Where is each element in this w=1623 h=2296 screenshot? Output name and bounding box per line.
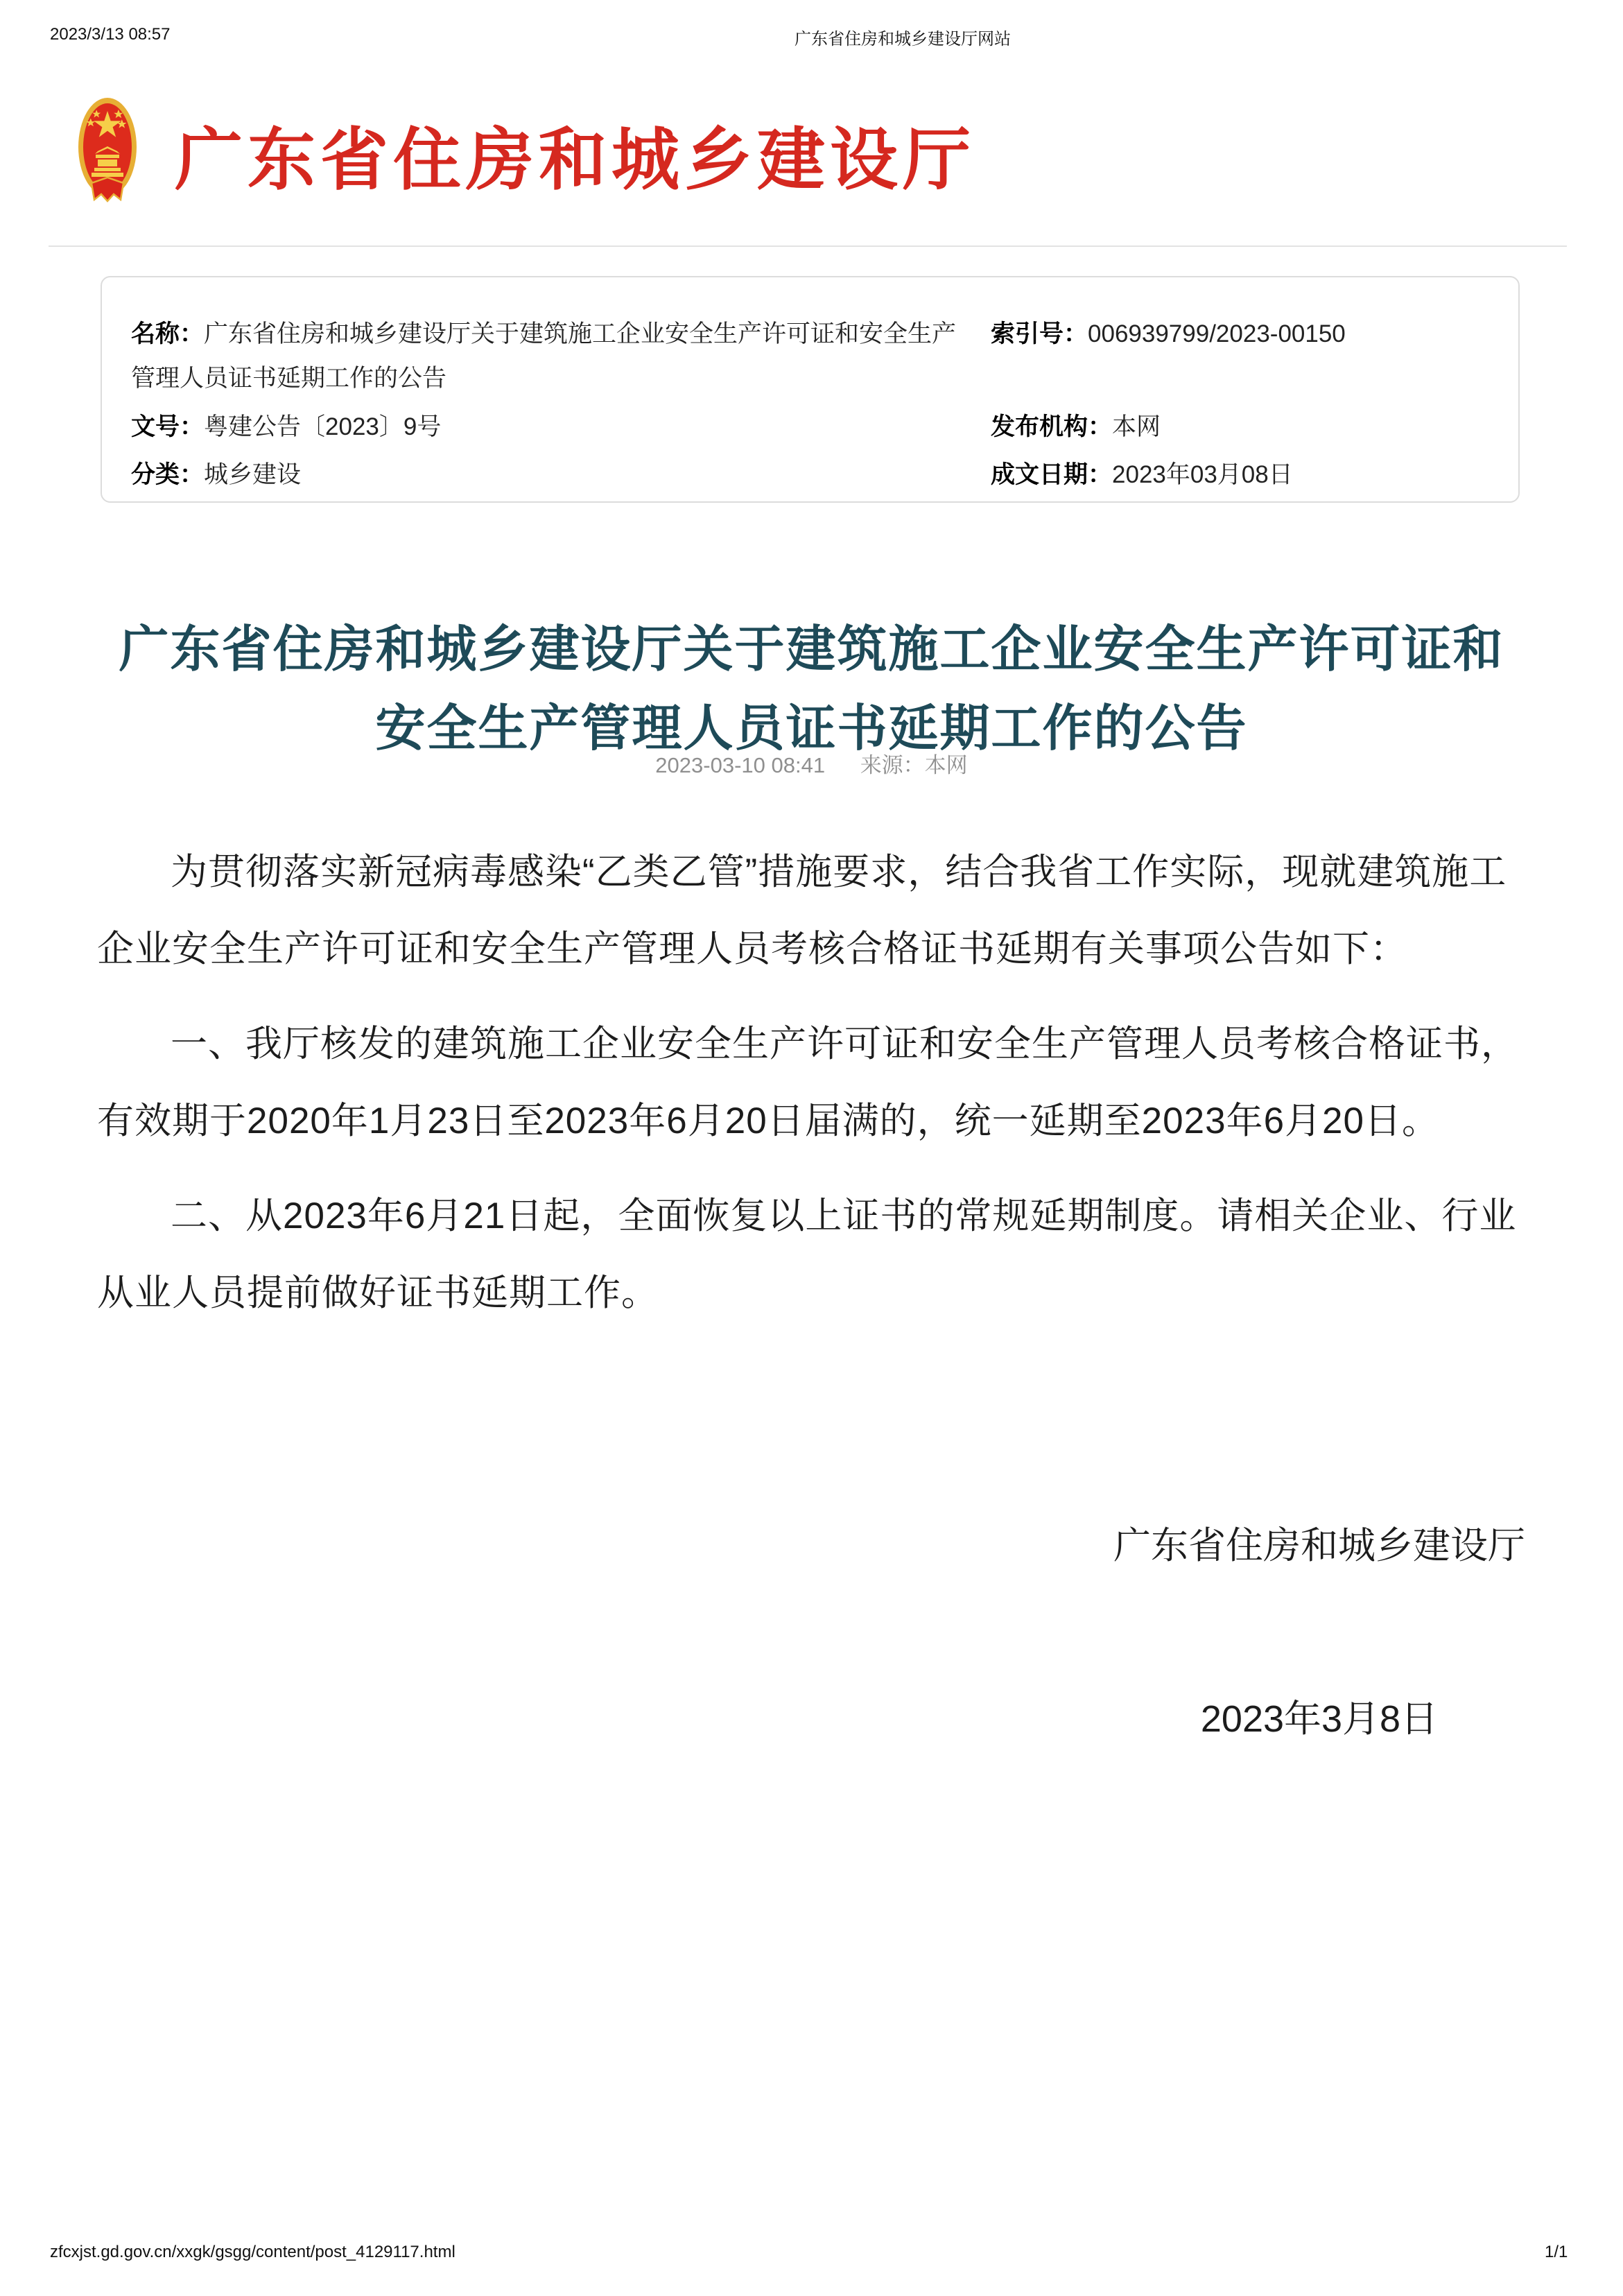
signature-block xyxy=(1113,1516,1525,1743)
signature-date: 2023年3月8日 xyxy=(1200,1698,1439,1740)
info-label-category: 分类： xyxy=(131,461,205,489)
page-number: 1/1 xyxy=(1545,2243,1568,2261)
info-field-publisher xyxy=(991,405,1488,449)
print-page-title: 广东省住房和城乡建设厅网站 xyxy=(795,30,1011,49)
source-label: 来源：本网 xyxy=(860,753,968,777)
info-label-doc-number: 文号： xyxy=(131,413,205,440)
publish-line xyxy=(0,748,1623,779)
paragraph-3: 二、从2023年6月21日起，全面恢复以上证书的常规延期制度。请相关企业、行业从业人员提前做好证书延期工作。 xyxy=(97,1196,1517,1313)
info-field-doc-number xyxy=(131,405,970,449)
paragraph-2: 一、我厅核发的建筑施工企业安全生产许可证和安全生产管理人员考核合格证书，有效期于2020年1月23日至2023年6月20日届满的，统一延期至2023年6月20日。 xyxy=(97,1024,1518,1141)
info-field-category xyxy=(131,453,970,497)
info-field-index-number xyxy=(991,312,1488,356)
print-timestamp: 2023/3/13 08:57 xyxy=(50,25,171,44)
info-value-name: 广东省住房和城乡建设厅关于建筑施工企业安全生产许可证和安全生产管理人员证书延期工作的公告 xyxy=(131,320,957,392)
article-body xyxy=(97,834,1527,1349)
info-value-index-number: 006939799/2023-00150 xyxy=(1088,320,1346,347)
info-label-index-number: 索引号： xyxy=(991,320,1088,347)
info-value-category: 城乡建设 xyxy=(204,461,302,489)
info-label-name: 名称： xyxy=(131,320,205,347)
article-title: 广东省住房和城乡建设厅关于建筑施工企业安全生产许可证和安全生产管理人员证书延期工作的公告 xyxy=(119,622,1504,757)
header-divider xyxy=(49,245,1567,247)
info-label-written-date: 成文日期： xyxy=(991,461,1113,489)
info-label-publisher: 发布机构： xyxy=(991,413,1113,440)
signature-name: 广东省住房和城乡建设厅 xyxy=(1113,1525,1525,1566)
agency-title: 广东省住房和城乡建设厅 xyxy=(175,121,976,198)
footer-url: zfcxjst.gd.gov.cn/xxgk/gsgg/content/post_4129117.html xyxy=(50,2243,455,2261)
info-value-written-date: 2023年03月08日 xyxy=(1112,461,1293,489)
publish-datetime: 2023-03-10 08:41 xyxy=(655,753,826,777)
info-field-written-date xyxy=(991,453,1488,497)
national-emblem-icon xyxy=(78,96,137,204)
document-info-box xyxy=(101,276,1520,503)
info-value-doc-number: 粤建公告〔2023〕9号 xyxy=(204,413,442,440)
info-value-publisher: 本网 xyxy=(1112,413,1161,440)
info-field-name xyxy=(131,312,970,401)
paragraph-1: 为贯彻落实新冠病毒感染“乙类乙管”措施要求，结合我省工作实际，现就建筑施工企业安全生产许可证和安全生产管理人员考核合格证书延期有关事项公告如下： xyxy=(97,852,1507,969)
